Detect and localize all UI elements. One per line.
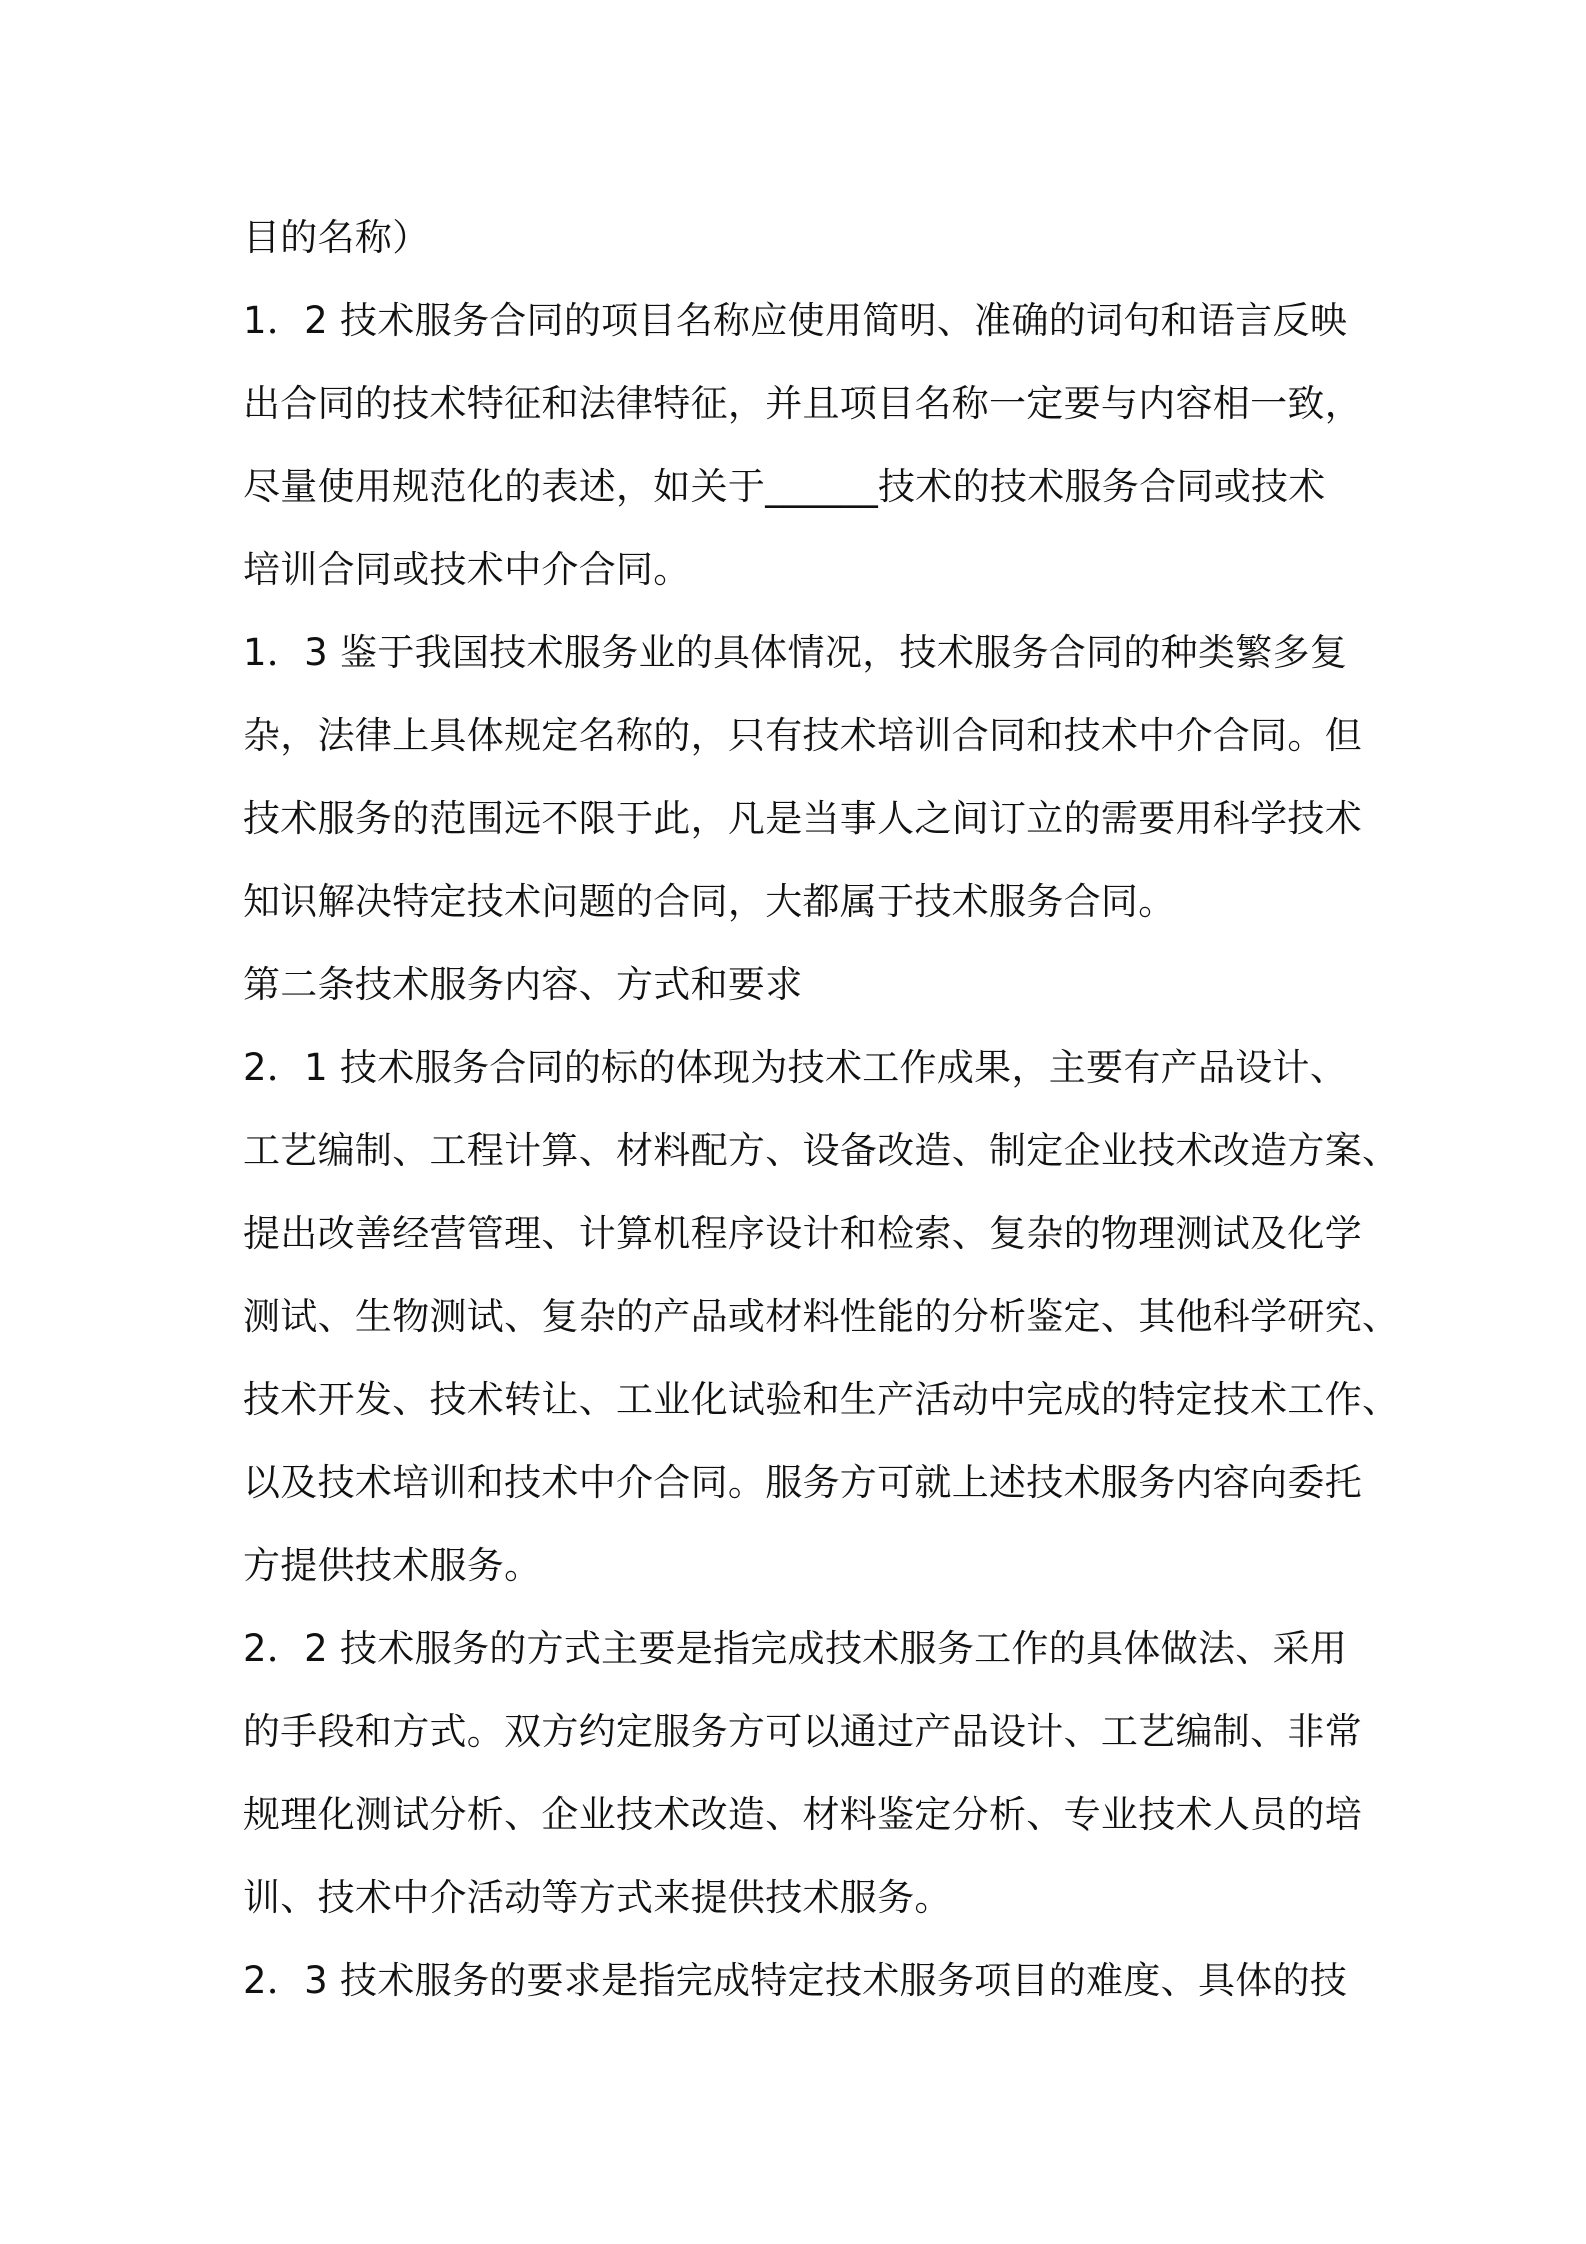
text-line: 尽量使用规范化的表述，如关于______技术的技术服务合同或技术 — [243, 465, 1326, 508]
text-line: 1．3 鉴于我国技术服务业的具体情况，技术服务合同的种类繁多复 — [243, 631, 1348, 674]
text-line: 方提供技术服务。 — [243, 1544, 542, 1587]
text-line: 工艺编制、工程计算、材料配方、设备改造、制定企业技术改造方案、 — [243, 1129, 1400, 1172]
document-page — [243, 196, 1400, 2022]
text-line: 的手段和方式。双方约定服务方可以通过产品设计、工艺编制、非常 — [243, 1710, 1362, 1753]
text-line: 训、技术中介活动等方式来提供技术服务。 — [243, 1876, 952, 1919]
text-line: 规理化测试分析、企业技术改造、材料鉴定分析、专业技术人员的培 — [243, 1793, 1362, 1836]
text-line: 1．2 技术服务合同的项目名称应使用简明、准确的词句和语言反映 — [243, 299, 1348, 342]
text-line: 出合同的技术特征和法律特征，并且项目名称一定要与内容相一致， — [243, 382, 1362, 425]
text-line: 技术服务的范围远不限于此，凡是当事人之间订立的需要用科学技术 — [243, 797, 1362, 840]
text-line: 培训合同或技术中介合同。 — [243, 548, 691, 591]
text-line: 测试、生物测试、复杂的产品或材料性能的分析鉴定、其他科学研究、 — [243, 1295, 1400, 1338]
text-line: 2．1 技术服务合同的标的体现为技术工作成果，主要有产品设计、 — [243, 1046, 1348, 1089]
text-line: 技术开发、技术转让、工业化试验和生产活动中完成的特定技术工作、 — [243, 1378, 1400, 1421]
text-line: 杂，法律上具体规定名称的，只有技术培训合同和技术中介合同。但 — [243, 714, 1362, 757]
text-line: 目的名称） — [243, 216, 430, 259]
text-line: 知识解决特定技术问题的合同，大都属于技术服务合同。 — [243, 880, 1176, 923]
text-line: 提出改善经营管理、计算机程序设计和检索、复杂的物理测试及化学 — [243, 1212, 1362, 1255]
section-heading: 第二条技术服务内容、方式和要求 — [243, 963, 803, 1006]
text-line: 以及技术培训和技术中介合同。服务方可就上述技术服务内容向委托 — [243, 1461, 1362, 1504]
text-line: 2．2 技术服务的方式主要是指完成技术服务工作的具体做法、采用 — [243, 1627, 1348, 1670]
text-line: 2．3 技术服务的要求是指完成特定技术服务项目的难度、具体的技 — [243, 1959, 1348, 2002]
